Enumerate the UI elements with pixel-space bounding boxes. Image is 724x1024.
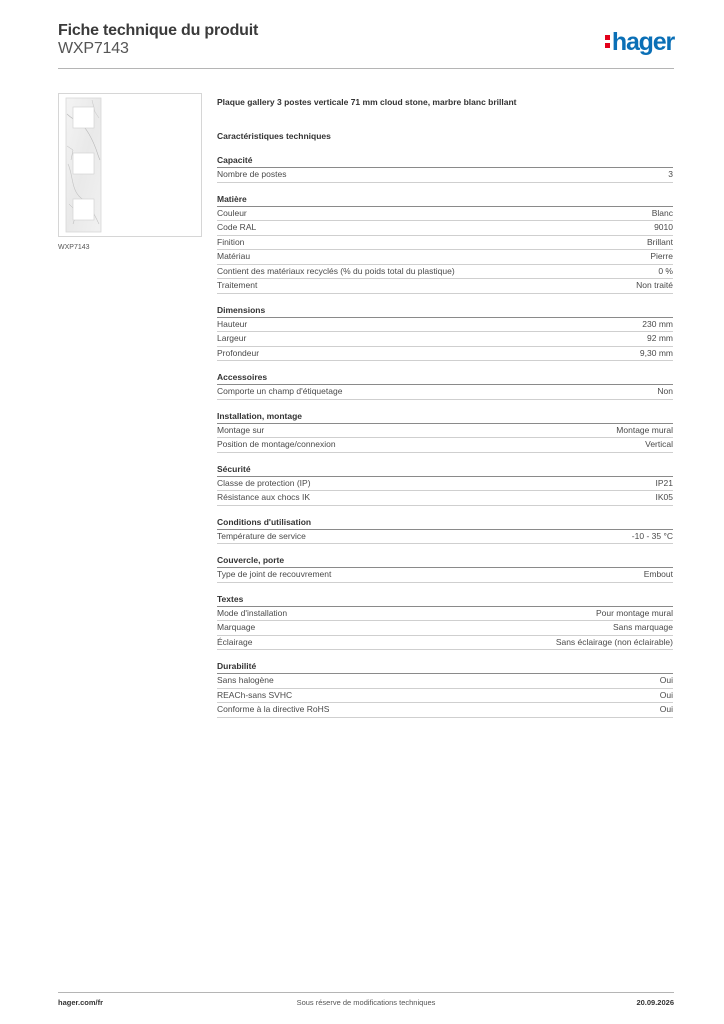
- spec-row: [217, 491, 673, 506]
- product-plate-image: [59, 94, 201, 236]
- footer-website-link[interactable]: hager.com/fr: [58, 998, 104, 1007]
- spec-row: [217, 689, 673, 704]
- spec-row: [217, 207, 673, 222]
- spec-label: Éclairage: [217, 636, 253, 647]
- spec-label: Profondeur: [217, 347, 260, 358]
- spec-label: Matériau: [217, 251, 251, 261]
- spec-row: [217, 347, 673, 362]
- spec-group: [217, 660, 673, 718]
- spec-label: Finition: [217, 236, 245, 247]
- spec-value: Montage mural: [616, 424, 673, 435]
- spec-label: Couleur: [217, 207, 247, 218]
- spec-label: Contient des matériaux recyclés (% du poids total du plastique): [217, 265, 455, 276]
- spec-row: [217, 607, 673, 622]
- spec-label: Résistance aux chocs IK: [217, 492, 311, 502]
- spec-group-title: Matière: [217, 193, 673, 207]
- spec-label: Mode d'installation: [217, 607, 288, 618]
- document-title: Fiche technique du produit: [58, 22, 259, 39]
- spec-value: Non: [657, 386, 673, 396]
- spec-group-title: Couvercle, porte: [217, 554, 673, 568]
- spec-group-title: Dimensions: [217, 304, 673, 318]
- spec-label: Marquage: [217, 622, 256, 632]
- spec-row: [217, 318, 673, 333]
- spec-value: IP21: [655, 477, 673, 488]
- spec-value: 0 %: [658, 265, 673, 276]
- logo-text: hager: [611, 28, 674, 56]
- spec-label: Nombre de postes: [217, 169, 287, 179]
- spec-label: Position de montage/connexion: [217, 439, 336, 449]
- footer-notice: Sous réserve de modifications techniques: [296, 998, 436, 1007]
- spec-group: [217, 304, 673, 362]
- spec-row: [217, 385, 673, 400]
- spec-value: Oui: [659, 689, 673, 700]
- spec-label: Sans halogène: [217, 675, 274, 685]
- spec-row: [217, 332, 673, 347]
- spec-row: [217, 530, 673, 545]
- spec-group-title: Installation, montage: [217, 410, 673, 424]
- spec-value: 9,30 mm: [639, 347, 673, 358]
- spec-value: Brillant: [647, 236, 673, 247]
- page-header: [58, 20, 674, 68]
- spec-groups: [217, 154, 673, 718]
- spec-value: IK05: [655, 492, 673, 502]
- spec-row: [217, 279, 673, 294]
- spec-group: [217, 193, 673, 294]
- spec-value: -10 - 35 °C: [631, 530, 673, 541]
- spec-row: [217, 250, 673, 265]
- spec-value: Oui: [659, 704, 673, 714]
- spec-value: Embout: [643, 569, 673, 579]
- spec-label: Traitement: [217, 280, 258, 290]
- spec-row: [217, 265, 673, 280]
- logo-colon-icon: [605, 35, 610, 49]
- spec-group: [217, 154, 673, 183]
- product-image: [58, 93, 202, 237]
- spec-label: Température de service: [217, 530, 306, 541]
- product-description: Plaque gallery 3 postes verticale 71 mm cloud stone, marbre blanc brillant: [217, 97, 517, 107]
- spec-group: [217, 371, 673, 400]
- footer-date: 20.09.2026: [636, 998, 674, 1007]
- spec-value: 3: [668, 169, 673, 179]
- spec-row: [217, 221, 673, 236]
- spec-row: [217, 674, 673, 689]
- spec-label: Conforme à la directive RoHS: [217, 704, 330, 714]
- spec-row: [217, 424, 673, 439]
- spec-label: Code RAL: [217, 222, 257, 232]
- header-divider: [58, 68, 674, 69]
- spec-group: [217, 516, 673, 545]
- spec-value: Blanc: [651, 207, 673, 218]
- spec-group-title: Textes: [217, 593, 673, 607]
- spec-label: Comporte un champ d'étiquetage: [217, 386, 343, 396]
- specifications: [217, 96, 673, 728]
- spec-group: [217, 593, 673, 651]
- spec-row: [217, 477, 673, 492]
- spec-label: Classe de protection (IP): [217, 477, 311, 488]
- spec-group-title: Accessoires: [217, 371, 673, 385]
- product-reference: WXP7143: [58, 40, 129, 57]
- spec-value: 9010: [654, 222, 673, 232]
- spec-value: Pierre: [650, 251, 673, 261]
- spec-value: 230 mm: [642, 318, 673, 329]
- spec-value: Oui: [659, 675, 673, 685]
- spec-row: [217, 703, 673, 718]
- spec-group-title: Durabilité: [217, 660, 673, 674]
- spec-row: [217, 568, 673, 583]
- spec-value: Sans éclairage (non éclairable): [555, 636, 673, 647]
- section-heading: Caractéristiques techniques: [217, 131, 331, 141]
- spec-label: Montage sur: [217, 424, 265, 435]
- spec-row: [217, 636, 673, 651]
- spec-value: 92 mm: [647, 333, 673, 343]
- footer-divider: [58, 992, 674, 993]
- spec-label: Type de joint de recouvrement: [217, 569, 332, 579]
- spec-value: Vertical: [645, 439, 673, 449]
- image-caption: WXP7143: [58, 244, 90, 251]
- spec-group-title: Capacité: [217, 154, 673, 168]
- spec-group: [217, 554, 673, 583]
- spec-row: [217, 621, 673, 636]
- spec-value: Sans marquage: [612, 622, 673, 632]
- spec-value: Non traité: [636, 280, 673, 290]
- spec-group-title: Sécurité: [217, 463, 673, 477]
- spec-label: REACh-sans SVHC: [217, 689, 293, 700]
- spec-row: [217, 168, 673, 183]
- spec-row: [217, 236, 673, 251]
- hager-logo: [605, 28, 674, 56]
- spec-label: Largeur: [217, 333, 247, 343]
- spec-row: [217, 438, 673, 453]
- spec-value: Pour montage mural: [595, 607, 673, 618]
- spec-group-title: Conditions d'utilisation: [217, 516, 673, 530]
- spec-group: [217, 410, 673, 453]
- spec-group: [217, 463, 673, 506]
- spec-label: Hauteur: [217, 318, 248, 329]
